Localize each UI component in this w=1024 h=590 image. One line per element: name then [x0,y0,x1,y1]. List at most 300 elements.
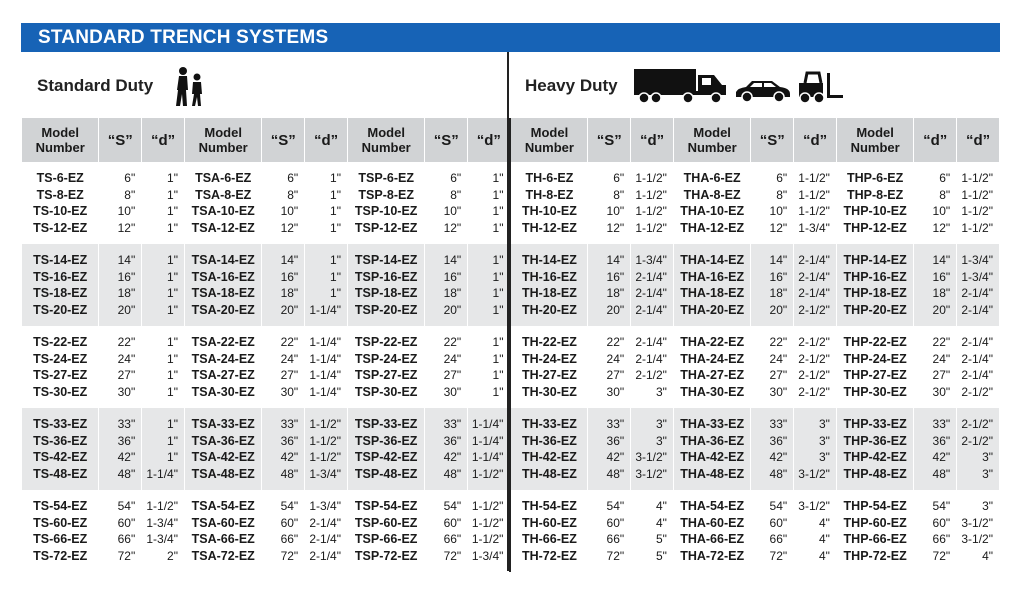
model-number: THP-12-EZ [843,220,907,235]
model-number: THA-66-EZ [680,532,745,546]
dimension-value: 1-3/4" [309,499,341,513]
model-number-cell [673,408,750,490]
model-number-cell [22,244,99,326]
dimension-value: 20" [443,302,462,317]
value-cell [794,244,837,326]
model-number: TSA-22-EZ [191,335,255,349]
dimension-value: 1-3/4" [309,466,341,481]
model-number: TSA-54-EZ [191,499,255,513]
dimension-value: 66" [606,532,625,546]
model-number: THA-72-EZ [680,548,745,563]
dimension-value: 20" [606,302,625,317]
model-number: TSA-42-EZ [191,450,255,464]
model-number-cell [836,162,913,244]
dimension-value: 1" [167,253,178,267]
value-cell [305,326,348,408]
column-header: “d” [957,118,1000,162]
model-number: THA-30-EZ [680,384,745,399]
dimension-value: 1-1/4" [471,433,504,448]
value-cell [142,162,185,244]
model-number-cell [347,326,424,408]
value-cell [957,490,1000,572]
dimension-value: 36" [606,433,625,448]
model-number: THP-18-EZ [843,286,907,300]
duty-divider [507,52,509,571]
dimension-value: 72" [280,548,299,563]
model-number: TSA-36-EZ [191,433,255,448]
dimension-value: 1" [167,187,178,202]
model-number-cell [510,326,587,408]
dimension-value: 60" [280,515,299,530]
model-number: THP-20-EZ [843,302,907,317]
value-cell [794,408,837,490]
dimension-value: 22" [769,335,788,349]
pedestrians-icon [173,66,207,108]
model-number: TH-60-EZ [521,515,577,530]
dimension-value: 2-1/2" [798,384,830,399]
model-number-cell [836,326,913,408]
dimension-value: 48" [280,466,299,481]
dimension-value: 72" [443,548,462,563]
value-cell [914,162,957,244]
dimension-value: 1" [330,171,341,185]
value-cell [99,326,142,408]
dimension-value: 1" [167,433,178,448]
dimension-value: 3-1/2" [961,532,993,546]
dimension-value: 60" [443,515,462,530]
dimension-value: 1-1/4" [309,302,341,317]
dimension-value: 2-1/4" [309,515,341,530]
dimension-value: 1-1/2" [961,220,993,235]
dimension-value: 10" [769,204,788,218]
model-number: TS-72-EZ [33,548,88,563]
heavy-duty-heading: Heavy Duty [525,76,618,95]
dimension-value: 1" [330,220,341,235]
dimension-value: 1-1/2" [146,499,178,513]
value-cell [588,490,631,572]
model-number: TSA-66-EZ [191,532,255,546]
model-number: TSP-36-EZ [354,433,418,448]
dimension-value: 10" [280,204,299,218]
trench-systems-table [21,118,1000,572]
dimension-value: 1" [492,253,504,267]
dimension-value: 24" [606,351,625,366]
dimension-value: 1-1/4" [471,417,504,431]
model-number: TS-36-EZ [33,433,88,448]
dimension-value: 60" [769,515,788,530]
value-cell [588,162,631,244]
dimension-value: 54" [117,499,136,513]
dimension-value: 16" [769,269,788,284]
dimension-value: 2-1/2" [961,417,993,431]
model-number-cell [510,244,587,326]
dimension-value: 3-1/2" [635,466,667,481]
column-header: Model Number [510,118,587,162]
dimension-value: 60" [932,515,951,530]
value-cell [425,490,468,572]
model-number: TS-22-EZ [33,335,88,349]
value-cell [425,162,468,244]
dimension-value: 14" [606,253,625,267]
model-number: THP-8-EZ [847,187,904,202]
dimension-value: 1" [492,286,504,300]
dimension-value: 1-1/4" [309,351,341,366]
dimension-value: 6" [450,171,462,185]
value-cell [751,408,794,490]
model-number-cell [836,408,913,490]
dimension-value: 2-1/4" [798,269,830,284]
dimension-value: 1" [167,171,178,185]
dimension-value: 1-1/2" [309,450,341,464]
dimension-value: 1" [492,171,504,185]
value-cell [468,408,511,490]
model-number-cell [184,408,261,490]
dimension-value: 10" [443,204,462,218]
model-number: TSA-10-EZ [191,204,255,218]
model-number: TSA-8-EZ [195,187,252,202]
value-cell [142,408,185,490]
value-cell [468,490,511,572]
model-number: TSA-14-EZ [191,253,255,267]
dimension-value: 18" [280,286,299,300]
dimension-value: 1-1/4" [309,384,341,399]
dimension-value: 10" [117,204,136,218]
dimension-value: 66" [932,532,951,546]
value-cell [142,490,185,572]
model-number: TSP-72-EZ [354,548,418,563]
model-number: THP-10-EZ [843,204,907,218]
dimension-value: 48" [769,466,788,481]
model-number: TH-33-EZ [521,417,577,431]
dimension-value: 66" [769,532,788,546]
model-number-cell [22,162,99,244]
model-number: TS-16-EZ [33,269,88,284]
dimension-value: 48" [117,466,136,481]
truck-icon [632,67,728,105]
dimension-value: 27" [443,368,462,382]
model-number: TSP-12-EZ [354,220,418,235]
dimension-value: 3" [982,466,993,481]
dimension-value: 1" [492,302,504,317]
value-cell [914,490,957,572]
dimension-value: 12" [117,220,136,235]
model-number: TS-14-EZ [33,253,88,267]
model-number: THA-12-EZ [680,220,745,235]
model-number: TH-20-EZ [521,302,577,317]
dimension-value: 24" [280,351,299,366]
model-number: TSA-20-EZ [191,302,255,317]
dimension-value: 30" [117,384,136,399]
model-number: TSA-60-EZ [191,515,255,530]
dimension-value: 16" [117,269,136,284]
dimension-value: 10" [606,204,625,218]
value-cell [914,408,957,490]
dimension-value: 3-1/2" [635,450,667,464]
dimension-value: 1" [167,351,178,366]
model-number: TS-33-EZ [33,417,88,431]
column-header: “d” [468,118,511,162]
dimension-value: 2-1/4" [961,335,993,349]
dimension-value: 66" [117,532,136,546]
model-number: TH-16-EZ [521,269,577,284]
model-number-cell [184,326,261,408]
model-number: TSP-8-EZ [358,187,414,202]
model-number: THP-27-EZ [843,368,907,382]
dimension-value: 3-1/2" [961,515,993,530]
dimension-value: 1-1/2" [961,204,993,218]
dimension-value: 1-3/4" [471,548,504,563]
dimension-value: 3" [656,417,667,431]
dimension-value: 54" [932,499,951,513]
dimension-value: 60" [606,515,625,530]
dimension-value: 2-1/4" [798,286,830,300]
dimension-value: 2-1/4" [798,253,830,267]
dimension-value: 1-1/4" [309,368,341,382]
value-cell [794,490,837,572]
dimension-value: 22" [606,335,625,349]
dimension-value: 60" [117,515,136,530]
dimension-value: 1-3/4" [635,253,667,267]
column-header: “S” [262,118,305,162]
column-header: Model Number [836,118,913,162]
dimension-value: 2-1/4" [961,286,993,300]
dimension-value: 1" [167,204,178,218]
dimension-value: 2-1/2" [961,433,993,448]
value-cell [794,162,837,244]
dimension-value: 36" [117,433,136,448]
model-number: TS-20-EZ [33,302,88,317]
value-cell [99,408,142,490]
model-number: THP-16-EZ [843,269,907,284]
value-cell [631,244,674,326]
model-number: TSA-27-EZ [191,368,255,382]
model-number-cell [22,408,99,490]
dimension-value: 12" [443,220,462,235]
model-number-cell [510,162,587,244]
dimension-value: 2-1/4" [961,351,993,366]
column-header: “S” [751,118,794,162]
dimension-value: 8" [939,187,951,202]
model-number: THA-27-EZ [680,368,745,382]
model-number: THP-54-EZ [843,499,907,513]
dimension-value: 48" [443,466,462,481]
model-number-cell [22,490,99,572]
dimension-value: 30" [606,384,625,399]
dimension-value: 36" [769,433,788,448]
model-number: TSP-66-EZ [354,532,418,546]
model-number: TSA-30-EZ [191,384,255,399]
value-cell [631,490,674,572]
dimension-value: 4" [656,515,667,530]
dimension-value: 1-1/2" [635,171,667,185]
model-number: TSP-22-EZ [354,335,418,349]
dimension-value: 54" [280,499,299,513]
dimension-value: 8" [450,187,462,202]
value-cell [262,490,305,572]
forklift-icon [797,71,845,105]
value-cell [794,326,837,408]
model-number: TS-24-EZ [33,351,88,366]
value-cell [957,326,1000,408]
dimension-value: 14" [117,253,136,267]
value-cell [957,244,1000,326]
dimension-value: 12" [606,220,625,235]
dimension-value: 5" [656,548,667,563]
model-number: THP-14-EZ [843,253,907,267]
dimension-value: 1" [167,286,178,300]
dimension-value: 42" [117,450,136,464]
value-cell [262,162,305,244]
model-number: THA-14-EZ [680,253,745,267]
model-number: TH-36-EZ [521,433,577,448]
dimension-value: 1-1/2" [471,515,504,530]
dimension-value: 22" [443,335,462,349]
dimension-value: 1-3/4" [798,220,830,235]
dimension-value: 16" [443,269,462,284]
column-header: “d” [305,118,348,162]
value-cell [305,490,348,572]
model-number: TSP-42-EZ [354,450,418,464]
model-number: TSA-48-EZ [191,466,255,481]
dimension-value: 22" [117,335,136,349]
model-number: THA-33-EZ [680,417,745,431]
dimension-value: 27" [280,368,299,382]
dimension-value: 20" [117,302,136,317]
model-number: TS-66-EZ [33,532,88,546]
value-cell [99,162,142,244]
model-number: TSA-33-EZ [191,417,255,431]
value-cell [751,244,794,326]
value-cell [631,408,674,490]
dimension-value: 22" [280,335,299,349]
column-header: “S” [588,118,631,162]
dimension-value: 2-1/2" [798,335,830,349]
model-number: TH-24-EZ [521,351,577,366]
dimension-value: 33" [932,417,951,431]
model-number-cell [510,490,587,572]
page-title: STANDARD TRENCH SYSTEMS [21,23,1000,52]
dimension-value: 36" [443,433,462,448]
dimension-value: 24" [117,351,136,366]
model-number: TS-27-EZ [33,368,88,382]
dimension-value: 30" [280,384,299,399]
column-header: Model Number [347,118,424,162]
dimension-value: 1" [330,286,341,300]
dimension-value: 3" [818,417,830,431]
dimension-value: 1" [492,384,504,399]
dimension-value: 14" [769,253,788,267]
value-cell [631,326,674,408]
dimension-value: 16" [606,269,625,284]
model-number: TSP-33-EZ [354,417,418,431]
table-row [22,408,1000,490]
table-header-row [22,118,1000,162]
dimension-value: 3" [982,450,993,464]
dimension-value: 1" [167,220,178,235]
value-cell [262,408,305,490]
dimension-value: 4" [818,532,830,546]
dimension-value: 3" [982,499,993,513]
model-number: THP-72-EZ [843,548,907,563]
dimension-value: 27" [769,368,788,382]
dimension-value: 20" [932,302,951,317]
value-cell [468,326,511,408]
dimension-value: 1-1/2" [471,466,504,481]
model-number: TS-60-EZ [33,515,88,530]
dimension-value: 1" [492,368,504,382]
dimension-value: 1" [167,384,178,399]
model-number: TSA-72-EZ [191,548,255,563]
model-number: TS-42-EZ [33,450,88,464]
dimension-value: 1-1/2" [635,204,667,218]
model-number: TH-14-EZ [521,253,577,267]
dimension-value: 12" [932,220,951,235]
column-header: “d” [914,118,957,162]
model-number: THP-30-EZ [843,384,907,399]
value-cell [957,408,1000,490]
dimension-value: 8" [613,187,625,202]
model-number: THA-18-EZ [680,286,745,300]
model-number: THA-22-EZ [680,335,745,349]
value-cell [468,162,511,244]
dimension-value: 1-1/2" [471,499,504,513]
dimension-value: 30" [443,384,462,399]
model-number: TSP-24-EZ [354,351,418,366]
dimension-value: 6" [776,171,788,185]
dimension-value: 42" [443,450,462,464]
dimension-value: 1" [492,351,504,366]
model-number: TH-48-EZ [521,466,577,481]
dimension-value: 4" [656,499,667,513]
dimension-value: 2-1/4" [635,335,667,349]
model-number-cell [510,408,587,490]
value-cell [262,244,305,326]
value-cell [914,326,957,408]
dimension-value: 4" [818,548,830,563]
model-number: THA-16-EZ [680,269,745,284]
dimension-value: 6" [287,171,299,185]
dimension-value: 1-3/4" [961,269,993,284]
dimension-value: 6" [124,171,136,185]
dimension-value: 3-1/2" [798,499,830,513]
dimension-value: 14" [443,253,462,267]
model-number: TSP-30-EZ [354,384,418,399]
dimension-value: 8" [776,187,788,202]
dimension-value: 1" [167,269,178,284]
model-number: THP-48-EZ [843,466,907,481]
dimension-value: 2-1/2" [635,368,667,382]
dimension-value: 42" [606,450,625,464]
model-number: TSP-54-EZ [354,499,418,513]
model-number: TS-30-EZ [33,384,88,399]
model-number-cell [673,244,750,326]
model-number: TH-42-EZ [521,450,577,464]
dimension-value: 18" [443,286,462,300]
model-number: TS-48-EZ [33,466,88,481]
dimension-value: 1-3/4" [961,253,993,267]
model-number: TSP-27-EZ [354,368,418,382]
dimension-value: 20" [280,302,299,317]
value-cell [588,326,631,408]
model-number: TS-54-EZ [33,499,88,513]
model-number: TSA-6-EZ [195,171,252,185]
model-number: THP-42-EZ [843,450,907,464]
dimension-value: 1-1/2" [798,187,830,202]
model-number: THP-66-EZ [843,532,907,546]
dimension-value: 5" [656,532,667,546]
dimension-value: 3" [656,384,667,399]
value-cell [425,244,468,326]
